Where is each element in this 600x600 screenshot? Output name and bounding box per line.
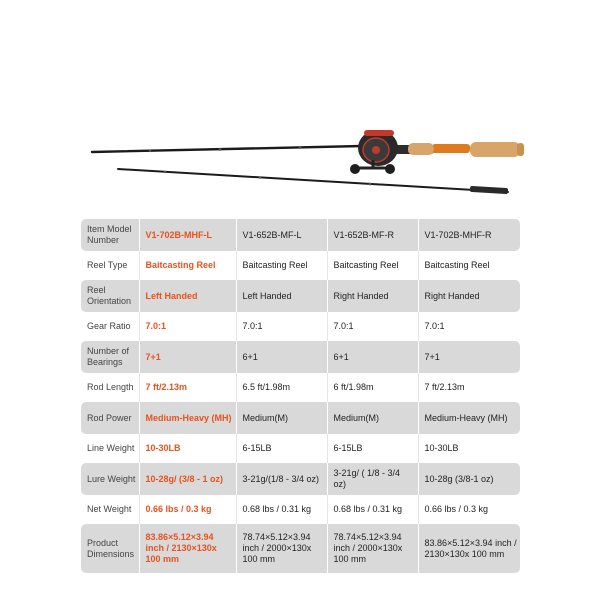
spec-value: 0.68 lbs / 0.31 kg [236,495,327,524]
spec-value: V1-652B-MF-R [327,219,418,251]
spec-row [81,524,520,573]
line-guide [149,150,151,152]
spec-value: Right Handed [418,280,520,312]
line-guide [259,176,262,179]
spec-value: 6.5 ft/1.98m [236,373,327,402]
spec-label: Lure Weight [81,463,139,495]
spec-value: Medium-Heavy (MH) [418,402,520,434]
spec-row [81,402,520,434]
spec-value: 10-30LB [139,434,236,463]
ferrule [470,186,508,194]
line-guide [369,183,372,186]
spec-value: 7.0:1 [236,312,327,341]
spec-value: 6-15LB [327,434,418,463]
spec-value: V1-702B-MHF-L [139,219,236,251]
spec-value: 7 ft/2.13m [418,373,520,402]
spec-label: Reel Type [87,260,128,270]
spec-value: 6 ft/1.98m [327,373,418,402]
spec-row [81,373,520,402]
line-guide [219,148,222,151]
spec-value: Baitcasting Reel [236,251,327,280]
reel-handle-knob-right [385,164,395,174]
spec-value: 10-28g (3/8-1 oz) [418,463,520,495]
spec-value: 83.86×5.12×3.94 inch / 2130×130x 100 mm [139,524,236,573]
spec-value: Medium-Heavy (MH) [139,402,236,434]
spec-value: 6+1 [327,341,418,373]
spec-value: 7.0:1 [327,312,418,341]
spec-label: Line Weight [87,443,135,453]
spec-value: 83.86×5.12×3.94 inch / 2130×130x 100 mm [418,524,520,573]
spec-value: 78.74×5.12×3.94 inch / 2000×130x 100 mm [236,524,327,573]
spec-value: 0.66 lbs / 0.3 kg [418,495,520,524]
spec-label: Item Model Number [81,219,139,251]
spec-label: Number of Bearings [81,341,139,373]
spec-value: Right Handed [327,280,418,312]
fore-grip [408,143,434,155]
rod-upper-section [92,146,362,152]
spec-value: 7 ft/2.13m [139,373,236,402]
line-guide [164,171,166,173]
spec-value: Medium(M) [327,402,418,434]
spec-value: V1-652B-MF-L [236,219,327,251]
spec-value: 0.66 lbs / 0.3 kg [139,495,236,524]
spec-value: Medium(M) [236,402,327,434]
spec-value: 6+1 [236,341,327,373]
spec-label: Rod Length [87,382,134,392]
spec-row [81,312,520,341]
rod-accent-band [432,144,470,153]
spec-label: Rod Power [81,402,139,434]
spec-value: 7.0:1 [139,312,236,341]
spec-row [81,280,520,312]
spec-value: Left Handed [236,280,327,312]
rod-reel-combo-image [0,0,600,215]
reel-top [364,130,394,136]
reel-handle-knob-left [350,164,360,174]
spec-row [81,463,520,495]
spec-value: 7+1 [418,341,520,373]
spec-label: Product Dimensions [81,524,139,573]
spec-value: 3-21g/ ( 1/8 - 3/4 oz) [327,463,418,495]
spec-value: V1-702B-MHF-R [418,219,520,251]
specification-table [81,219,520,573]
spec-value: 10-28g/ (3/8 - 1 oz) [139,463,236,495]
spec-value: Left Handed [139,280,236,312]
rear-grip [470,142,520,157]
spec-value: 78.74×5.12×3.94 inch / 2000×130x 100 mm [327,524,418,573]
spec-row [81,434,520,463]
rod-lower-section [118,169,508,192]
spec-label: Gear Ratio [87,321,131,331]
spec-value: Baitcasting Reel [327,251,418,280]
spec-row [81,251,520,280]
spec-value: Baitcasting Reel [139,251,236,280]
reel-spool [372,146,380,154]
spec-value: 0.68 lbs / 0.31 kg [327,495,418,524]
line-guide [299,146,302,149]
spec-row [81,219,520,251]
spec-value: 7+1 [139,341,236,373]
spec-label: Reel Orientation [81,280,139,312]
spec-value: 6-15LB [236,434,327,463]
spec-value: 3-21g/(1/8 - 3/4 oz) [236,463,327,495]
spec-row [81,341,520,373]
spec-label: Net Weight [87,504,132,514]
spec-value: 7.0:1 [418,312,520,341]
spec-row [81,495,520,524]
spec-value: 10-30LB [418,434,520,463]
spec-value: Baitcasting Reel [418,251,520,280]
butt-cap [517,143,524,156]
